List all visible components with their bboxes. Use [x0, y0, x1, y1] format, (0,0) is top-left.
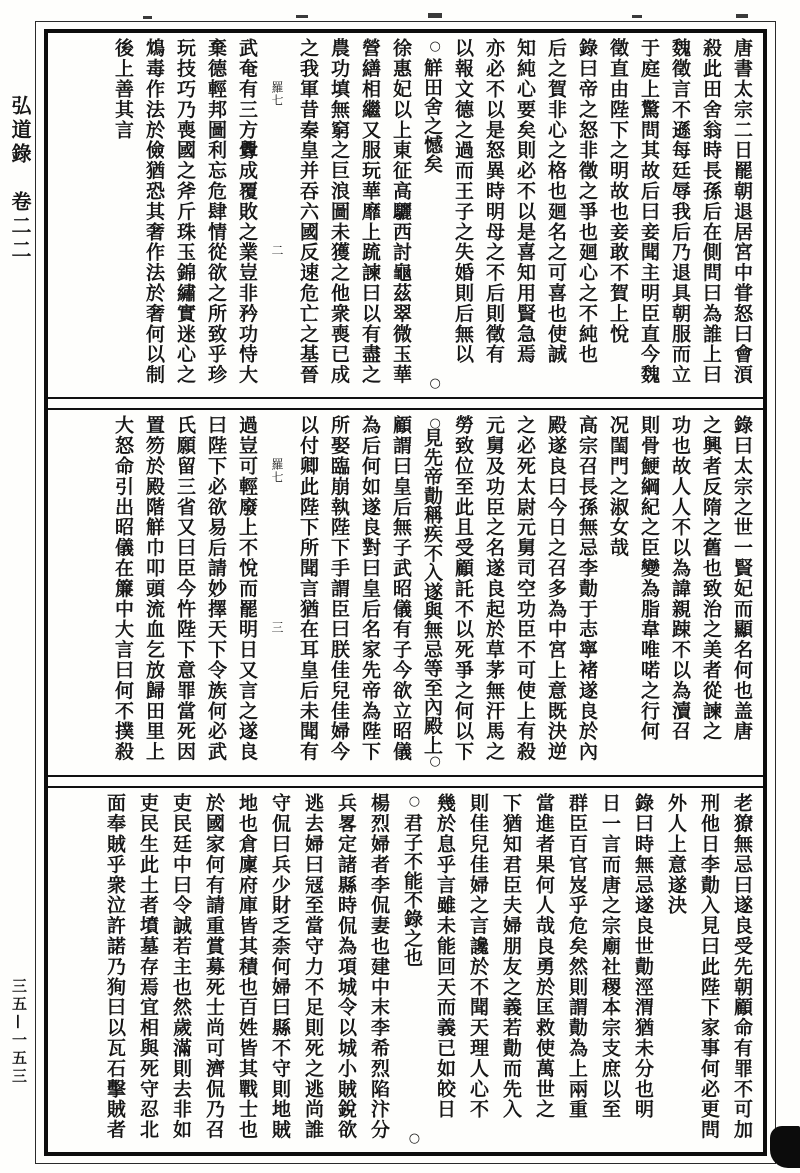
text-column: 于庭上驚問其故后曰妾聞主明臣直今魏: [638, 38, 660, 385]
text-column: 吏民廷中曰令誠若主也然歲滿則去非如: [170, 792, 192, 1140]
text-column: 勞致位至此且受顧託不以死爭之何以下: [452, 415, 474, 763]
text-column: 功也故人人不以為諱親踈不以為瀆召: [669, 415, 691, 742]
scan-artifact: [296, 15, 308, 18]
text-column: 之興者反隋之舊也致治之美者從諫之: [700, 415, 722, 742]
text-column: 鴆毒作法於儉猶恐其奢作法於奢何以制: [143, 38, 165, 385]
text-column: 下猶知君臣夫婦朋友之義若勣而先入: [500, 792, 522, 1120]
text-column: 大怒命引出昭儀在簾中大言曰何不撲殺: [112, 415, 134, 763]
text-column: 地也倉廩府庫皆其積也百姓皆其戰士也: [236, 792, 258, 1140]
entry-circle-mark: ○: [427, 753, 443, 769]
text-column: 之必死太尉元舅司空功臣不可使上有殺: [514, 415, 536, 763]
text-column: 楊烈婦者李侃妻也建中末李希烈陷汴分: [368, 792, 390, 1140]
entry-circle-mark: ○: [406, 1130, 422, 1146]
scan-artifact: [736, 14, 748, 18]
text-column: 殿遂良曰今日之召多為中宮上意既決逆: [545, 415, 567, 763]
text-register-top: [48, 33, 763, 397]
text-column: 當進者果何人哉良勇於匡救使萬世之: [533, 792, 555, 1120]
register-divider: [48, 397, 763, 410]
text-column: 面奉賊乎衆泣許諾乃狥曰以瓦石擊賊者: [104, 792, 126, 1140]
text-column: 錄曰時無忌遂良世勣涇渭猶未分也明: [632, 792, 654, 1120]
text-register-bottom: [48, 788, 763, 1152]
text-column: 則佳兒佳婦之言讒於不聞天理人心不: [467, 792, 489, 1120]
entry-circle-mark: ○: [406, 793, 422, 809]
text-column: 所娶臨崩執陛下手謂臣曰朕佳兒佳婦今: [328, 415, 350, 763]
text-column: 殺此田舍翁時長孫后在側問曰為誰上曰: [700, 38, 722, 385]
text-column: 群臣百官岌乎危矣然則謂勣為上兩重: [566, 792, 588, 1120]
folio-gutter-column: [262, 415, 292, 769]
text-column: 兵畧定諸縣時侃為項城令以城小賊銳欲: [335, 792, 357, 1140]
entry-circle-mark: ○: [427, 416, 443, 432]
text-column: 魏徵言不遜每廷辱我后乃退具朝服而立: [669, 38, 691, 385]
scan-corner-artifact: [770, 1126, 800, 1168]
text-column: 之我軍昔秦皇并吞六國反速危亡之基晉: [297, 38, 319, 385]
text-column: 於國家何有請重賞募死士尚可濟侃乃召: [203, 792, 225, 1140]
text-column: 顧謂曰皇后無子武昭儀有子今欲立昭儀: [390, 415, 412, 763]
column-text: 君子不能不錄之也: [401, 812, 423, 967]
page-frame-inner: [44, 29, 767, 1156]
text-column: 逃去婦曰冦至當守力不足則死之逃尚誰: [302, 792, 324, 1140]
text-column: 玩技巧乃喪國之斧斤珠玉錦繡實迷心之: [174, 38, 196, 385]
entry-separator-column: [416, 415, 447, 769]
text-column: 日一言而唐之宗廟社稷本宗支庶以至: [599, 792, 621, 1120]
text-column: 老獠無忌曰遂良受先朝顧命有罪不可加: [731, 792, 753, 1140]
text-column: 刑他日李勣入見曰此陛下家事何必更問: [698, 792, 720, 1140]
text-column: 棄德輕邦圖利忘危肆情從欲之所致乎珍: [205, 38, 227, 385]
text-column: 錄曰帝之怒非徵之爭也廻心之不純也: [576, 38, 598, 365]
text-column: 營繕相繼又服玩華靡上䟽諫曰以有盡之: [359, 38, 381, 385]
folio-case-mark: 羅七: [270, 457, 284, 484]
text-column: 高宗召長孫無忌李勣于志寧褚遂良於內: [576, 415, 598, 763]
scan-artifact: [143, 16, 152, 19]
folio-page-number: 三: [270, 620, 284, 634]
text-column: 錄曰太宗之世一賢妃而顯名何也盖唐: [731, 415, 753, 742]
folio-case-mark: 羅七: [270, 80, 284, 107]
text-column: 守侃曰兵少財乏柰何婦曰縣不守則地賊: [269, 792, 291, 1140]
text-column: 后之賀非心之格也廻名之可喜也使誠: [545, 38, 567, 365]
register-divider: [48, 775, 763, 788]
text-column: 吏民生此土者墳墓存焉宜相與死守忍北: [137, 792, 159, 1140]
text-column: 唐書太宗二日罷朝退居宮中甞怒曰會湏: [731, 38, 753, 385]
text-column: 為后何如遂良對曰皇后名家先帝為陛下: [359, 415, 381, 763]
text-column: 外人上意遂決: [665, 792, 687, 916]
text-column: 曰陛下必欲易后請妙擇天下令族何必武: [205, 415, 227, 763]
text-register-middle: [48, 410, 763, 774]
text-column: 以付卿此陛下所聞言猶在耳皇后未聞有: [297, 415, 319, 763]
text-column: 徵直由陛下之明故也妾敢不賀上悅: [607, 38, 629, 344]
text-column: 徐惠妃以上東征高驪西討龜茲翠微玉華: [390, 38, 412, 385]
text-column: 過豈可輕廢上不悅而罷明日又言之遂良: [236, 415, 258, 763]
column-text: 觧田舍之憾矣: [421, 58, 443, 174]
text-column: 農功填無窮之巨浪圖未獲之他衆喪已成: [328, 38, 350, 385]
book-spine-title: 弘道錄 卷二二: [8, 95, 32, 263]
folio-gutter-column: [262, 38, 292, 392]
text-column: 知純心要矣則必不以是喜知用賢急焉: [514, 38, 536, 365]
entry-separator-column: [416, 38, 447, 392]
scan-artifact: [428, 13, 442, 18]
text-column: 武奄有三方釁成覆敗之業豈非矜功恃大: [236, 38, 258, 385]
text-column: 後上善其言: [112, 38, 134, 140]
entry-separator-column: [394, 793, 427, 1147]
column-text: 見先帝勣稱疾不入遂與無忌等至內殿上: [421, 428, 443, 755]
text-column: 置笏於殿階觧巾叩頭流血乞放歸田里上: [143, 415, 165, 763]
entry-circle-mark: ○: [427, 39, 443, 54]
text-column: 則骨鯁綱紀之臣變為脂韋唯喏之行何: [638, 415, 660, 742]
text-column: 氏願留三省又曰臣今忤陛下意罪當死因: [174, 415, 196, 763]
text-column: 以報文德之過而王子之失婚則后無以: [452, 38, 474, 365]
text-column: 亦必不以是怒異時明母之不后則徵有: [483, 38, 505, 365]
text-column: 况閨門之淑女哉: [607, 415, 629, 559]
scan-artifact: [632, 15, 642, 18]
entry-circle-mark: ○: [427, 376, 443, 392]
text-column: 元舅及功臣之名遂良起於草茅無汗馬之: [483, 415, 505, 763]
margin-page-number: 三五—一五三: [10, 978, 28, 1086]
folio-page-number: 二: [270, 243, 284, 257]
text-column: 幾於息乎言雖未能回天而義已如皎日: [434, 792, 456, 1120]
